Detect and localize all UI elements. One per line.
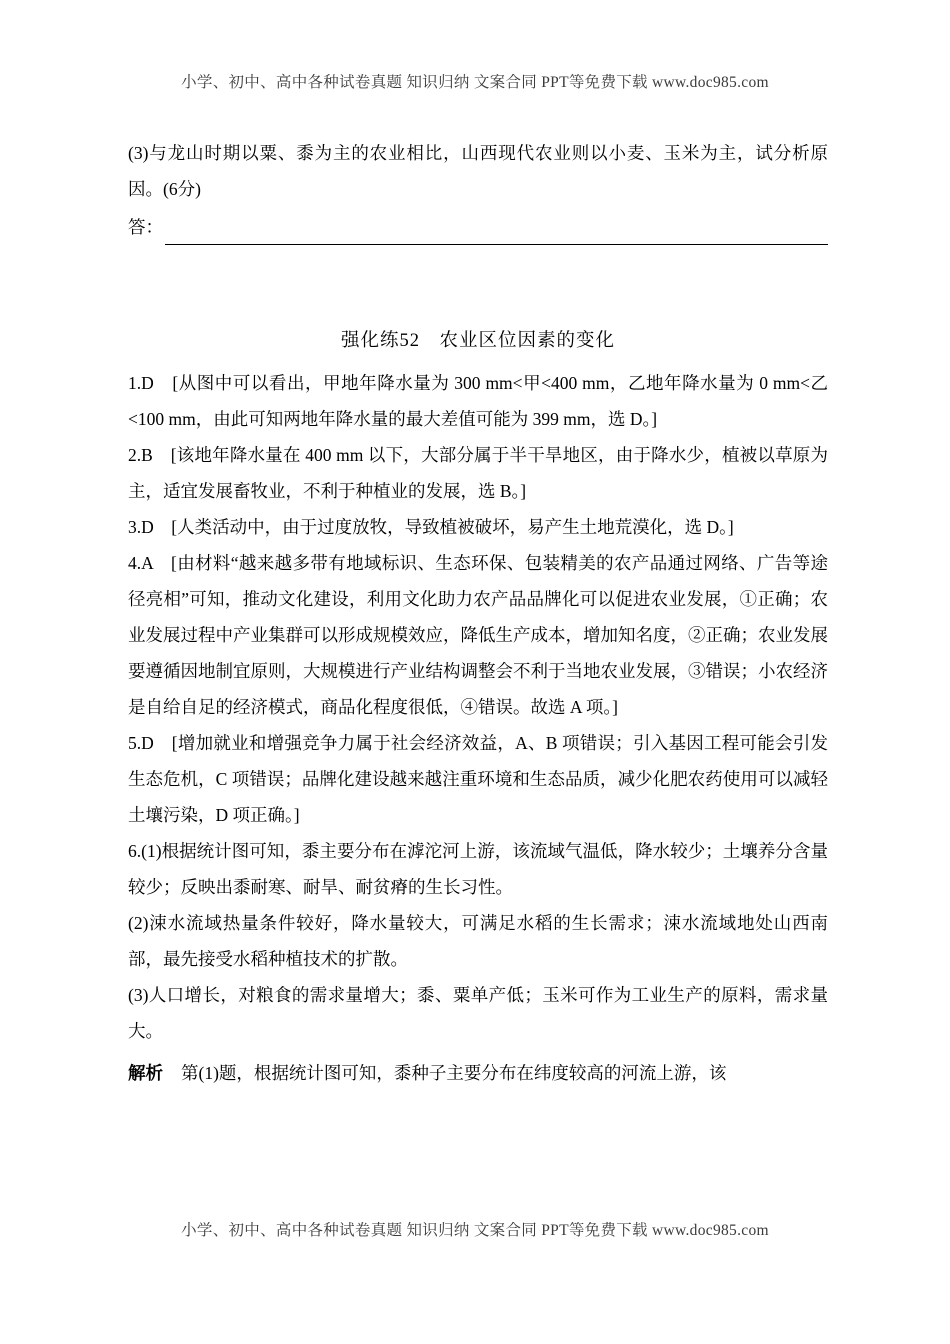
watermark-bottom: 小学、初中、高中各种试卷真题 知识归纳 文案合同 PPT等免费下载 www.doc985.com [181,1222,769,1239]
question-3-text: (3)与龙山时期以粟、黍为主的农业相比，山西现代农业则以小麦、玉米为主，试分析原因。(6分) [128,143,828,199]
answer-item-6-2: (2)涑水流域热量条件较好，降水量较大，可满足水稻的生长需求；涑水流域地处山西南部，最先接受水稻种植技术的扩散。 [128,913,828,969]
section-title: 强化练52 农业区位因素的变化 [340,331,615,351]
answer-item-2: 2.B [该地年降水量在 400 mm 以下，大部分属于半干旱地区，由于降水少，植被以草原为主，适宜发展畜牧业，不利于种植业的发展，选 B。] [128,445,828,501]
answer-item-6-3: (3)人口增长，对粮食的需求量增大；黍、粟单产低；玉米可作为工业生产的原料，需求量大。 [128,985,828,1041]
analysis-paragraph [128,1055,828,1091]
answer-blank-rule [165,218,828,245]
document-content [128,135,828,1091]
answer-item-4: 4.A [由材料“越来越多带有地域标识、生态环保、包装精美的农产品通过网络、广告等途径亮相”可知，推动文化建设，利用文化助力农产品品牌化可以促进农业发展，①正确；农业发展过程中产业集群可以形成规模效应，降低生产成本，增加知名度，②正确；农业发展要遵循因地制宜原则，大规模进行产业结构调整会不利于当地农业发展，③错误；小农经济是自给自足的经济模式，商品化程度很低，④错误。故选 A 项。] [128,553,828,717]
answer-item-5: 5.D [增加就业和增强竞争力属于社会经济效益，A、B 项错误；引入基因工程可能会引发生态危机，C 项错误；品牌化建设越来越注重环境和生态品质，减少化肥农药使用可以减轻土壤污染，D 项正确。] [128,733,828,825]
answer-blank-row [128,209,828,245]
answer-item-3: 3.D [人类活动中，由于过度放牧，导致植被破坏，易产生土地荒漠化，选 D。] [128,517,734,537]
analysis-label: 解析 [128,1063,163,1083]
watermark-top: 小学、初中、高中各种试卷真题 知识归纳 文案合同 PPT等免费下载 www.doc985.com [181,74,769,91]
answer-label: 答： [128,217,163,237]
analysis-text: 第(1)题，根据统计图可知，黍种子主要分布在纬度较高的河流上游，该 [181,1063,727,1083]
answer-item-1: 1.D [从图中可以看出，甲地年降水量为 300 mm<甲<400 mm，乙地年降水量为 0 mm<乙<100 mm，由此可知两地年降水量的最大差值可能为 399 mm，选 D。] [128,373,828,429]
answer-item-6-1: 6.(1)根据统计图可知，黍主要分布在滹沱河上游，该流域气温低，降水较少；土壤养分含量较少；反映出黍耐寒、耐旱、耐贫瘠的生长习性。 [128,841,828,897]
